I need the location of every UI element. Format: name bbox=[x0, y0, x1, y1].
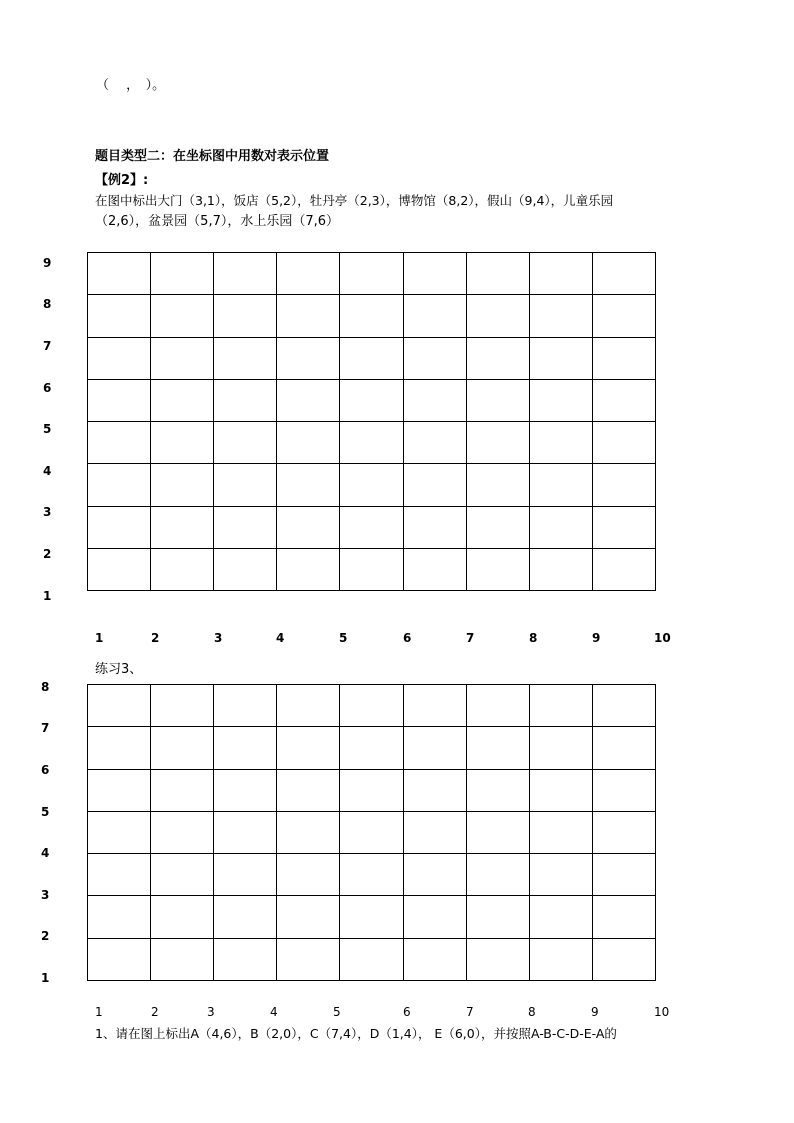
grid-1-x-label: 8 bbox=[529, 631, 538, 645]
example-text-line-1: 在图中标出大门（3,1），饭店（5,2），牡丹亭（2,3），博物馆（8,2），假山（9,4），儿童乐园 bbox=[95, 193, 614, 208]
grid-1-y-label: 6 bbox=[43, 381, 52, 395]
grid-2-y-label: 1 bbox=[41, 971, 50, 985]
grid-2-x-label: 6 bbox=[403, 1005, 411, 1019]
coordinate-grid-2 bbox=[87, 684, 656, 981]
grid-1-y-label: 3 bbox=[43, 505, 52, 519]
grid-2-y-label: 7 bbox=[41, 721, 50, 735]
grid-1-x-label: 2 bbox=[151, 631, 160, 645]
grid-1-y-label: 4 bbox=[43, 464, 52, 478]
grid-1-x-label: 4 bbox=[276, 631, 285, 645]
grid-2-x-label: 5 bbox=[333, 1005, 341, 1019]
grid-1-x-label: 6 bbox=[403, 631, 412, 645]
coordinate-grid-1 bbox=[87, 252, 656, 591]
practice-label: 练习3、 bbox=[95, 662, 143, 677]
grid-2-x-label: 8 bbox=[528, 1005, 536, 1019]
grid-2-y-label: 8 bbox=[41, 680, 50, 694]
grid-2-x-label: 7 bbox=[466, 1005, 474, 1019]
example-text-line-2: （2,6），盆景园（5,7），水上乐园（7,6） bbox=[95, 214, 340, 229]
grid-2-x-label: 1 bbox=[95, 1005, 103, 1019]
grid-1-x-label: 5 bbox=[339, 631, 348, 645]
grid-2-x-label: 4 bbox=[270, 1005, 278, 1019]
grid-2-x-label: 3 bbox=[207, 1005, 215, 1019]
grid-2-x-label: 2 bbox=[151, 1005, 159, 1019]
grid-2-y-label: 5 bbox=[41, 805, 50, 819]
grid-1-y-label: 2 bbox=[43, 547, 52, 561]
grid-1-x-label: 9 bbox=[592, 631, 601, 645]
grid-2-y-label: 6 bbox=[41, 763, 50, 777]
grid-2-y-label: 4 bbox=[41, 846, 50, 860]
grid-1-x-label: 1 bbox=[95, 631, 104, 645]
grid-1-x-label: 7 bbox=[466, 631, 475, 645]
grid-1-y-label: 5 bbox=[43, 422, 52, 436]
answer-blank-line: （ ， ）。 bbox=[96, 78, 166, 93]
grid-1-y-label: 7 bbox=[43, 339, 52, 353]
grid-1-x-label: 10 bbox=[654, 631, 671, 645]
grid-1-y-label: 9 bbox=[43, 256, 52, 270]
section-title: 题目类型二：在坐标图中用数对表示位置 bbox=[95, 149, 330, 164]
grid-2-y-label: 3 bbox=[41, 888, 50, 902]
grid-1-x-label: 3 bbox=[214, 631, 223, 645]
grid-1-y-label: 8 bbox=[43, 297, 52, 311]
grid-1-y-label: 1 bbox=[43, 589, 52, 603]
grid-2-x-label: 10 bbox=[654, 1005, 670, 1019]
example-label: 【例2】: bbox=[95, 173, 149, 188]
grid-2-y-label: 2 bbox=[41, 929, 50, 943]
question-1-text: 1、请在图上标出A（4,6），B（2,0），C（7,4），D（1,4）， E（6,0），并按照A-B-C-D-E-A的 bbox=[95, 1026, 617, 1041]
grid-2-x-label: 9 bbox=[591, 1005, 599, 1019]
